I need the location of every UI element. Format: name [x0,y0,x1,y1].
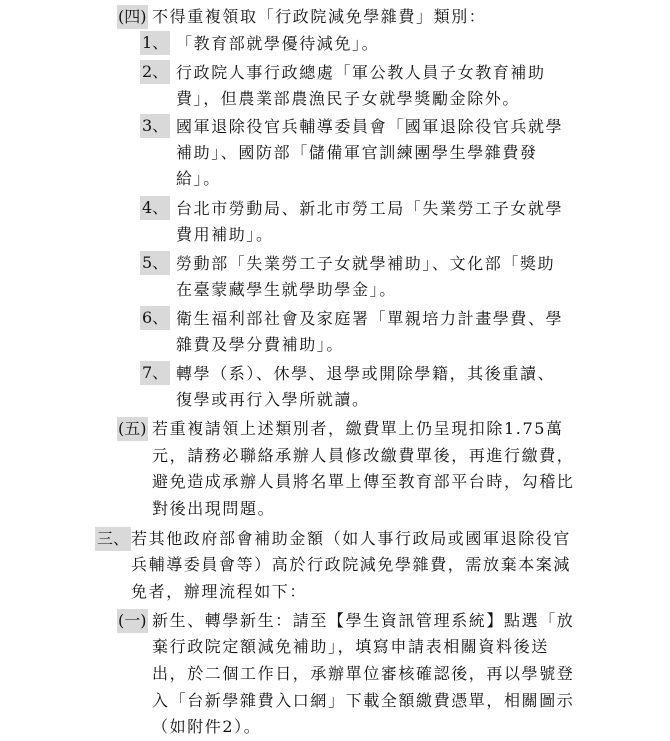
subitem-7-marker: 7、 [140,361,170,385]
subitem-6-line-1: 衛生福利部社會及家庭署「單親培力計畫學費、學 [176,309,564,328]
subitem-3-line-2: 補助」、國防部「儲備軍官訓練團學生學雜費發 [176,143,538,162]
subitem-1-line-1: 「教育部就學優待減免」。 [176,34,380,53]
subitem-3-line-1: 國軍退除役官兵輔導委員會「國軍退除役官兵就學 [176,117,564,136]
item-5-line-3: 避免造成承辦人員將名單上傳至教育部平台時，勾稽比 [152,472,575,491]
subitem-5-marker: 5、 [140,251,170,275]
subitem-7-line-2: 復學或再行入學所就讀。 [176,390,370,409]
item-5-line-4: 對後出現問題。 [152,499,276,518]
section-3-line-2: 兵輔導委員會等）高於行政院減免學雜費，需放棄本案減 [131,555,572,574]
subitem-4-line-1: 台北市勞動局、新北市勞工局「失業勞工子女就學 [176,199,564,218]
item-3-1-line-4: 入「台新學雜費入口網」下載全額繳費憑單，相關圖示 [152,691,575,710]
subitem-2-line-1: 行政院人事行政總處「軍公教人員子女教育補助 [176,63,546,82]
item-3-1-line-1: 新生、轉學新生：請至【學生資訊管理系統】點選「放 [152,611,575,630]
subitem-4-marker: 4、 [140,196,170,220]
subitem-7-line-1: 轉學（系）、休學、退學或開除學籍，其後重讀、 [176,364,556,383]
subitem-2-line-2: 費」，但農業部農漁民子女就學獎勵金除外。 [176,89,521,108]
subitem-1-marker: 1、 [140,31,170,55]
subitem-5-line-2: 在臺蒙藏學生就學助學金」。 [176,280,397,299]
subitem-4-line-2: 費用補助」。 [176,225,274,244]
item-5-line-1: 若重複請領上述類別者，繳費單上仍呈現扣除1.75萬 [152,419,564,438]
subitem-6-marker: 6、 [140,306,170,330]
subitem-2-marker: 2、 [140,60,170,84]
item-4-marker: (四) [117,5,148,29]
item-3-1-line-3: 出，於二個工作日，承辦單位審核確認後，再以學號登 [152,664,575,683]
section-3-line-3: 免者，辦理流程如下： [131,582,308,601]
item-4-text: 不得重複領取「行政院減免學雜費」類別： [152,7,487,26]
subitem-5-line-1: 勞動部「失業勞工子女就學補助」、文化部「獎助 [176,254,556,273]
item-5-line-2: 元，請務必聯絡承辦人員修改繳費單後，再進行繳費， [152,446,575,465]
subitem-3-marker: 3、 [140,114,170,138]
item-3-1-line-2: 棄行政院定額減免補助」，填寫申請表相關資料後送 [152,637,549,656]
item-3-1-line-5: （如附件2）。 [152,717,262,736]
subitem-6-line-2: 雜費及學分費補助」。 [176,335,345,354]
subitem-3-line-3: 給」。 [176,169,221,188]
item-3-1-marker: (一) [117,609,148,633]
item-5-marker: (五) [117,417,148,441]
section-3-marker: 三、 [95,527,131,551]
section-3-line-1: 若其他政府部會補助金額（如人事行政局或國軍退除役官 [131,529,572,548]
